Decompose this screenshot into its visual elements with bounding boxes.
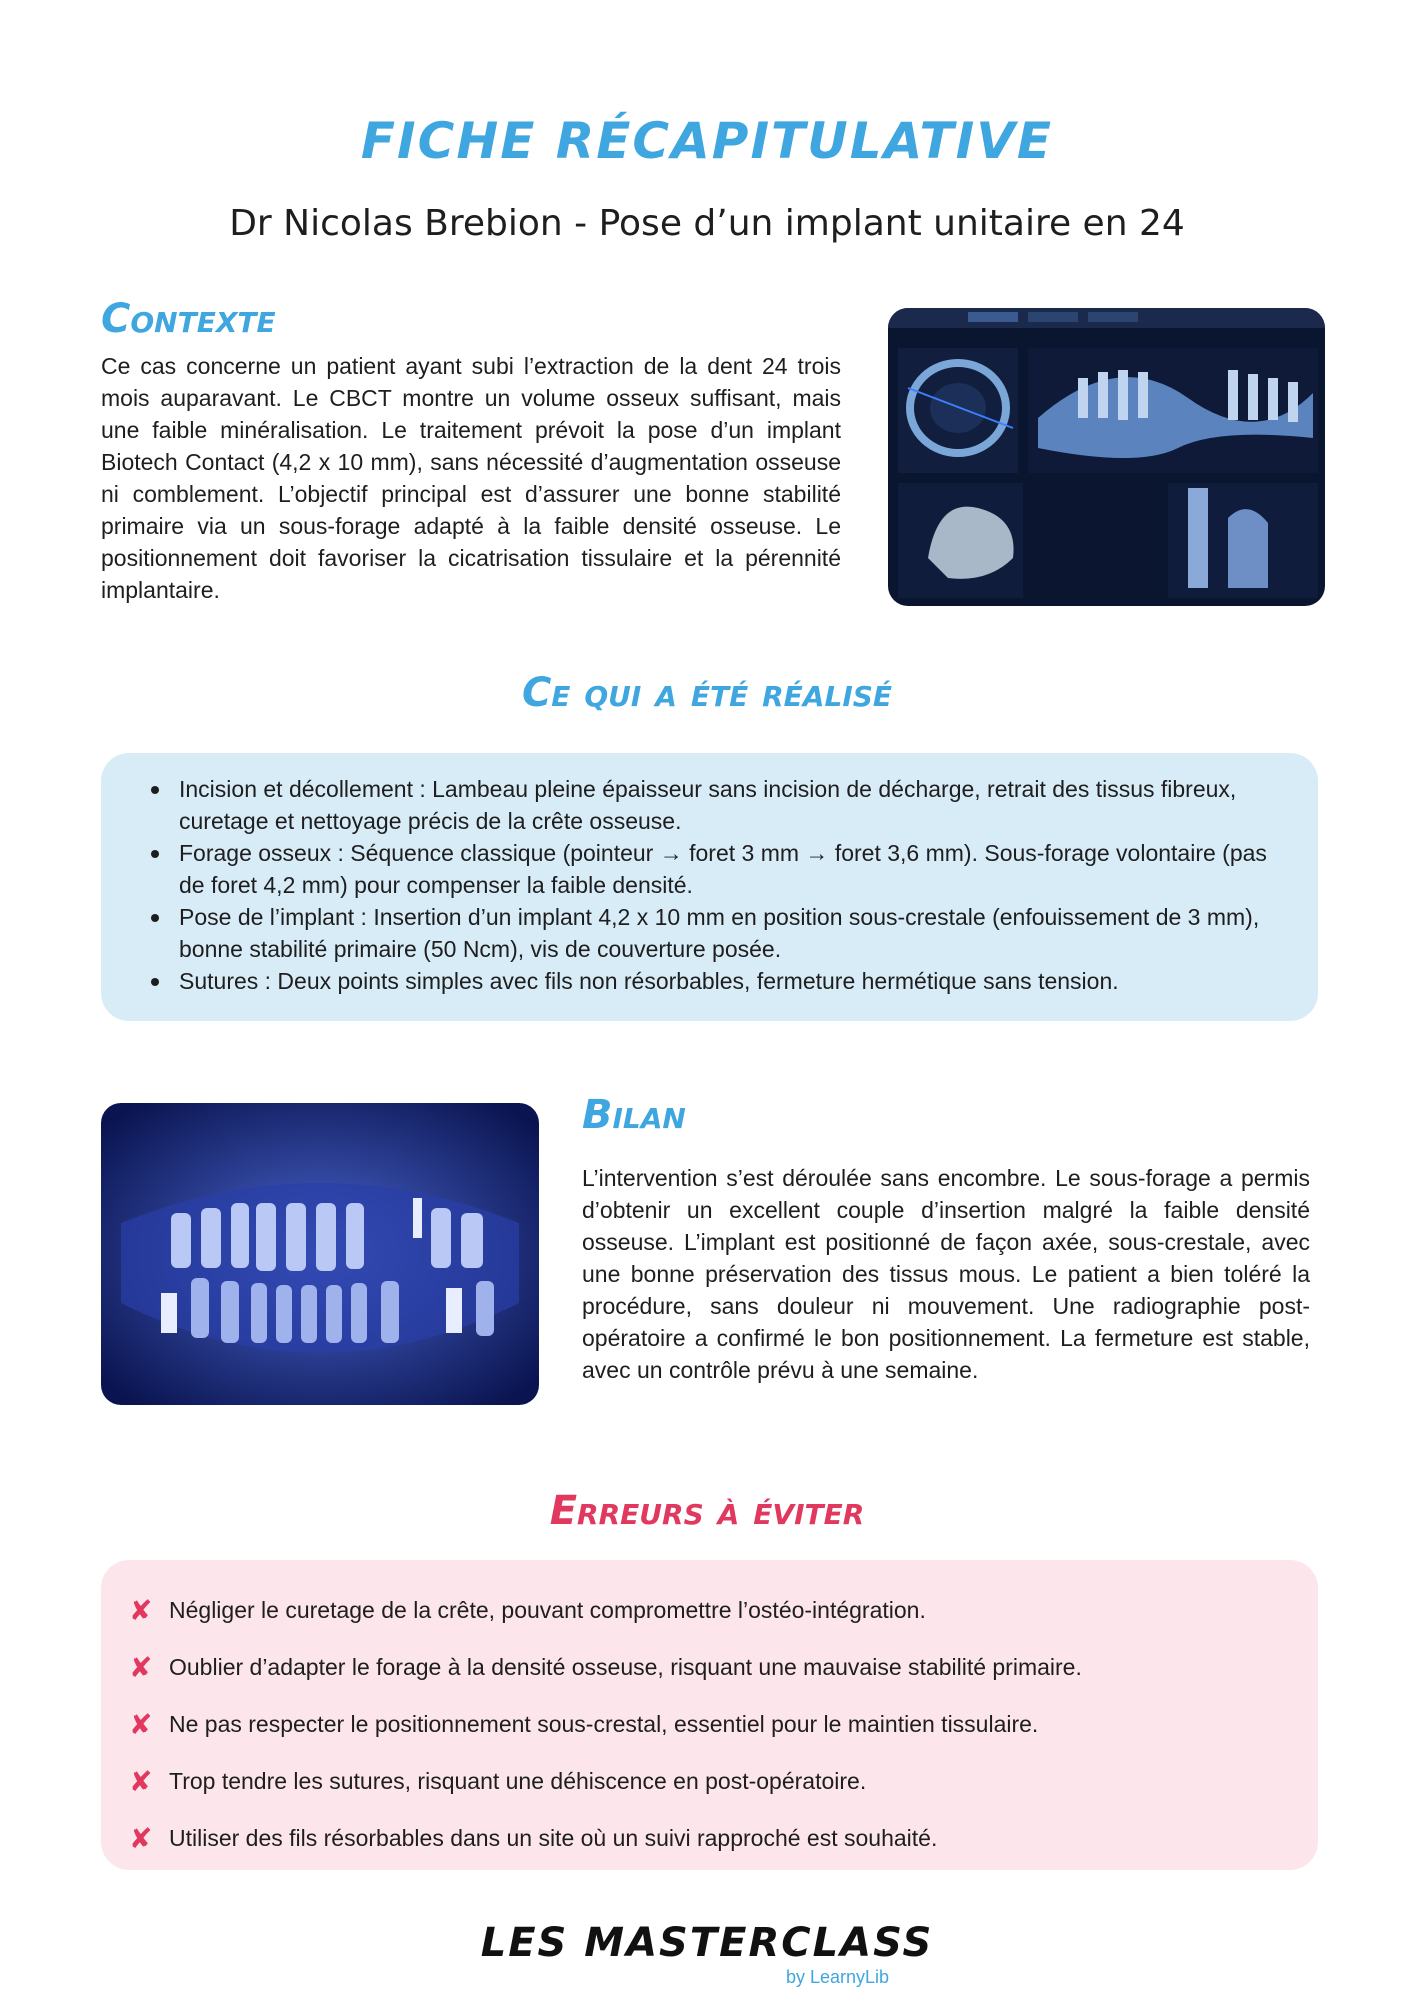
- list-item: ✘ Ne pas respecter le positionnement sous-crestal, essentiel pour le maintien tissulaire.: [129, 1708, 1039, 1741]
- contexte-text: Ce cas concerne un patient ayant subi l’extraction de la dent 24 trois mois auparavant. Le CBCT montre un volume osseux suffisant, mais une faible minéralisation. Le traitement prévoit la pose d’un implant Biotech Contact (4,2 x 10 mm), sans nécessité d’augmentation osseuse ni comblement. L’objectif principal est d’assurer une bonne stabilité primaire via un sous-forage adapté à la faible densité osseuse. Le positionnement doit favoriser la cicatrisation tissulaire et la pérennité implantaire.: [101, 353, 841, 603]
- brand-logo: LES MASTERCLASS: [480, 1920, 934, 1966]
- bilan-heading: Bilan: [582, 1092, 686, 1138]
- cross-icon: ✘: [129, 1651, 153, 1684]
- cross-icon: ✘: [129, 1765, 153, 1798]
- realise-list: [145, 773, 1288, 997]
- page-title: FICHE RÉCAPITULATIVE: [360, 112, 1054, 170]
- list-item: Forage osseux : Séquence classique (pointeur → foret 3 mm → foret 3,6 mm). Sous-forage volontaire (pas de foret 4,2 mm) pour compenser la faible densité.: [145, 837, 1288, 901]
- contexte-heading: Contexte: [101, 296, 276, 342]
- page-subtitle: Dr Nicolas Brebion - Pose d’un implant unitaire en 24: [229, 203, 1185, 244]
- cross-icon: ✘: [129, 1708, 153, 1741]
- list-item: ✘ Négliger le curetage de la crête, pouvant compromettre l’ostéo-intégration.: [129, 1594, 926, 1627]
- brand-byline: by LearnyLib: [786, 1967, 890, 1987]
- panoramic-xray-image: [101, 1103, 539, 1405]
- list-item: Sutures : Deux points simples avec fils non résorbables, fermeture hermétique sans tension.: [145, 965, 1288, 997]
- bilan-text: L’intervention s’est déroulée sans encombre. Le sous-forage a permis d’obtenir un excellent couple d’insertion malgré la faible densité osseuse. L’implant est positionné de façon axée, sous-crestale, avec une bonne préservation des tissus mous. Le patient a bien toléré la procédure, sans douleur ni mouvement. Une radiographie post-opératoire a confirmé le bon positionnement. La fermeture est stable, avec un contrôle prévu à une semaine.: [582, 1165, 1310, 1383]
- cross-icon: ✘: [129, 1594, 153, 1627]
- list-item: ✘ Oublier d’adapter le forage à la densité osseuse, risquant une mauvaise stabilité primaire.: [129, 1651, 1082, 1684]
- list-item: ✘ Trop tendre les sutures, risquant une déhiscence en post-opératoire.: [129, 1765, 867, 1798]
- realise-box: [101, 753, 1318, 1021]
- realise-heading: Ce qui a été réalisé: [521, 670, 893, 716]
- cross-icon: ✘: [129, 1822, 153, 1855]
- erreurs-heading: Erreurs à éviter: [549, 1488, 865, 1534]
- list-item: Pose de l’implant : Insertion d’un implant 4,2 x 10 mm en position sous-crestale (enfouissement de 3 mm), bonne stabilité primaire (50 Ncm), vis de couverture posée.: [145, 901, 1288, 965]
- erreurs-box: [101, 1560, 1318, 1870]
- list-item: ✘ Utiliser des fils résorbables dans un site où un suivi rapproché est souhaité.: [129, 1822, 938, 1855]
- list-item: Incision et décollement : Lambeau pleine épaisseur sans incision de décharge, retrait des tissus fibreux, curetage et nettoyage précis de la crête osseuse.: [145, 773, 1288, 837]
- cbct-scan-image: [888, 308, 1325, 606]
